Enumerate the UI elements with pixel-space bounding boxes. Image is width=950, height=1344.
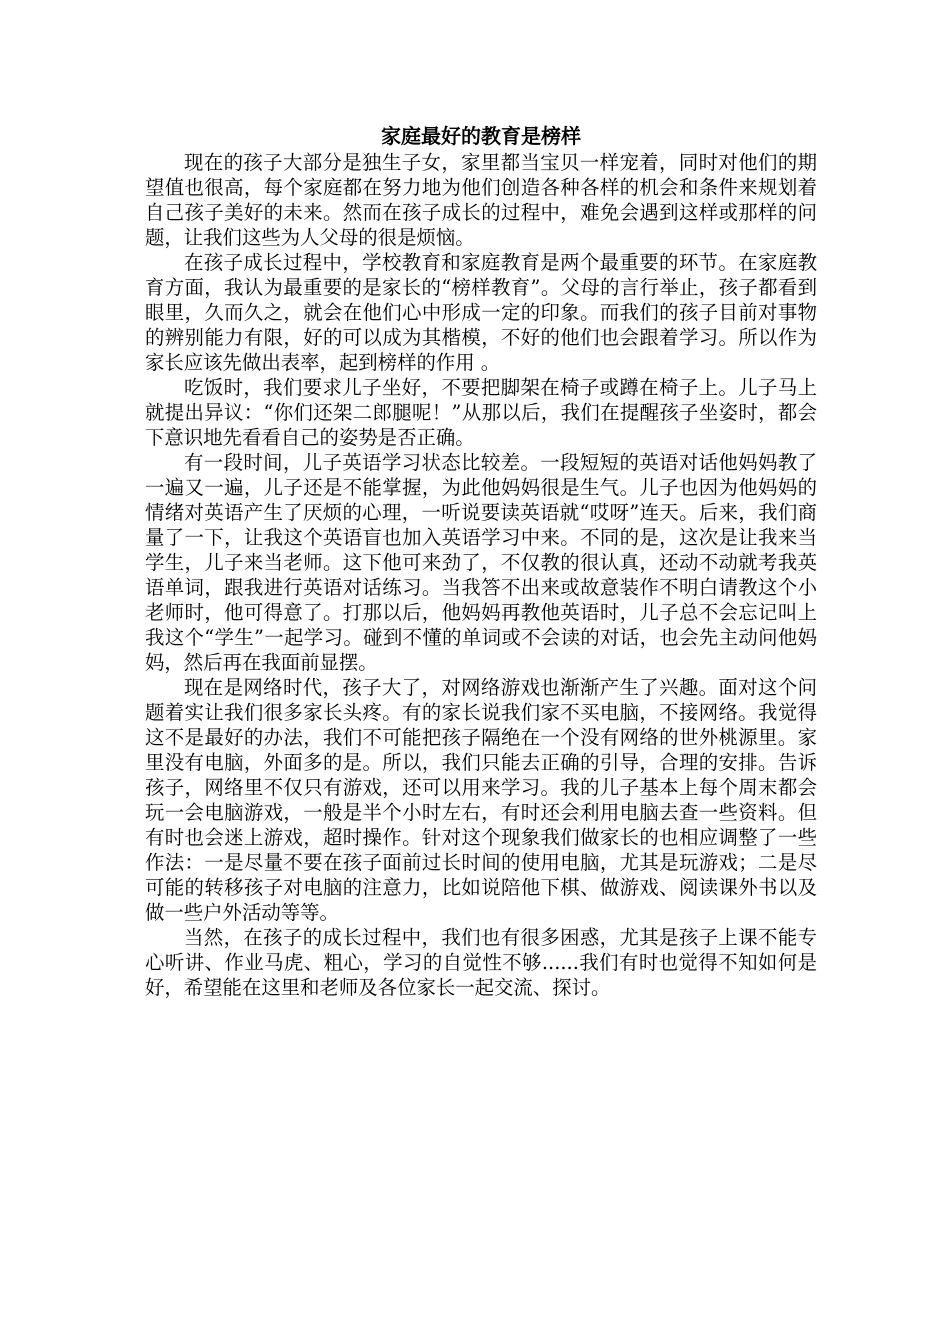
document-page bbox=[145, 122, 817, 1000]
paragraph-english: 有一段时间，儿子英语学习状态比较差。一段短短的英语对话他妈妈教了一遍又一遍，儿子还是不能掌握，为此他妈妈很是生气。儿子也因为他妈妈的情绪对英语产生了厌烦的心理，一听说要读英语就“哎呀”连天。后来，我们商量了一下，让我这个英语盲也加入英语学习中来。不同的是，这次是让我来当学生，儿子来当老师。这下他可来劲了，不仅教的很认真，还动不动就考我英语单词，跟我进行英语对话练习。当我答不出来或故意装作不明白请教这个小老师时，他可得意了。打那以后，他妈妈再教他英语时，儿子总不会忘记叫上我这个“学生”一起学习。碰到不懂的单词或不会读的对话，也会先主动问他妈妈，然后再在我面前显摆。 bbox=[145, 451, 817, 674]
paragraph-internet: 现在是网络时代，孩子大了，对网络游戏也渐渐产生了兴趣。面对这个问题着实让我们很多家长头疼。有的家长说我们家不买电脑，不接网络。我觉得这不是最好的办法，我们不可能把孩子隔绝在一个没有网络的世外桃源里。家里没有电脑，外面多的是。所以，我们只能去正确的引导，合理的安排。告诉孩子，网络里不仅只有游戏，还可以用来学习。我的儿子基本上每个周末都会玩一会电脑游戏，一般是半个小时左右，有时还会利用电脑去查一些资料。但有时也会迷上游戏，超时操作。针对这个现象我们做家长的也相应调整了一些作法：一是尽量不要在孩子面前过长时间的使用电脑，尤其是玩游戏；二是尽可能的转移孩子对电脑的注意力，比如说陪他下棋、做游戏、阅读课外书以及做一些户外活动等等。 bbox=[145, 676, 817, 924]
paragraph-intro: 现在的孩子大部分是独生子女，家里都当宝贝一样宠着，同时对他们的期望值也很高，每个家庭都在努力地为他们创造各种各样的机会和条件来规划着自己孩子美好的未来。然而在孩子成长的过程中，难免会遇到这样或那样的问题，让我们这些为人父母的很是烦恼。 bbox=[145, 151, 817, 249]
paragraph-role-model: 在孩子成长过程中，学校教育和家庭教育是两个最重要的环节。在家庭教育方面，我认为最重要的是家长的“榜样教育”。父母的言行举止，孩子都看到眼里，久而久之，就会在他们心中形成一定的印象。而我们的孩子目前对事物的辨别能力有限，好的可以成为其楷模，不好的他们也会跟着学习。所以作为家长应该先做出表率，起到榜样的作用 。 bbox=[145, 251, 817, 374]
paragraph-conclusion: 当然，在孩子的成长过程中，我们也有很多困惑，尤其是孩子上课不能专心听讲、作业马虎、粗心，学习的自觉性不够......我们有时也觉得不知如何是好，希望能在这里和老师及各位家长一起交流、探讨。 bbox=[145, 926, 817, 999]
paragraph-dinner: 吃饭时，我们要求儿子坐好，不要把脚架在椅子或蹲在椅子上。儿子马上就提出异议：“你们还架二郎腿呢！”从那以后，我们在提醒孩子坐姿时，都会下意识地先看看自己的姿势是否正确。 bbox=[145, 376, 817, 449]
document-title: 家庭最好的教育是榜样 bbox=[381, 124, 581, 148]
